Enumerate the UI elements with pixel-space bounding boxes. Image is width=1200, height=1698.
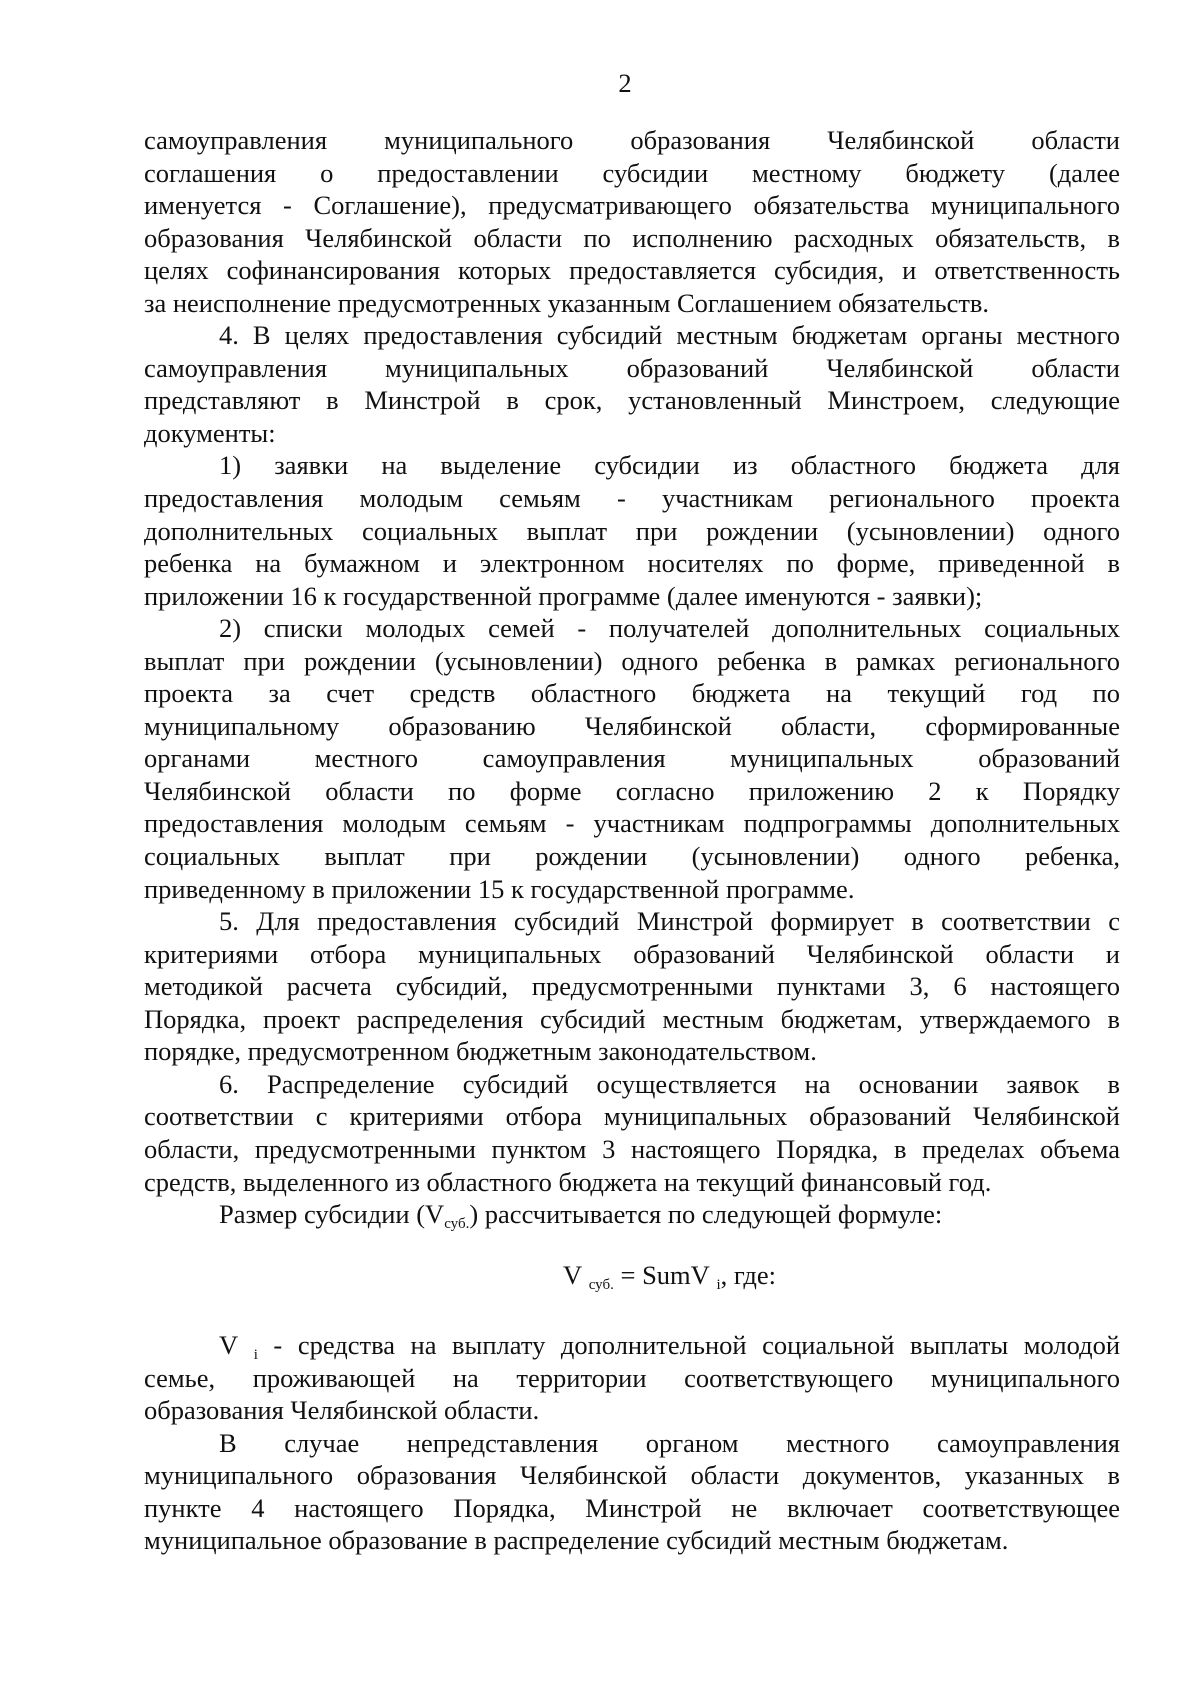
text-line: муниципальному образованию Челябинской области, сформированные: [144, 710, 1120, 741]
subsidy-size-line: [144, 1198, 1120, 1231]
text-line: проекта за счет средств областного бюджета на текущий год по: [144, 678, 1120, 709]
text-line: методикой расчета субсидий, предусмотренными пунктами 3, 6 настоящего: [144, 971, 1120, 1002]
text-line: органами местного самоуправления муниципальных образований: [144, 743, 1120, 774]
text-fragment: ) рассчитывается по следующей формуле:: [469, 1199, 943, 1230]
text-line: образования Челябинской области по исполнению расходных обязательств, в: [144, 222, 1120, 253]
text-line: документы:: [144, 417, 276, 448]
text-line: муниципального образования Челябинской области документов, указанных в: [144, 1460, 1120, 1491]
text-line: социальных выплат при рождении (усыновлении) одного ребенка,: [144, 841, 1120, 872]
text-line: приведенному в приложении 15 к государственной программе.: [144, 873, 855, 904]
formula-text: = SumV: [613, 1259, 710, 1290]
text-line: за неисполнение предусмотренных указанным Соглашением обязательств.: [144, 287, 990, 318]
text-line: образования Челябинской области.: [144, 1395, 540, 1426]
paragraph-continuation: [144, 124, 1120, 319]
text-line: представляют в Минстрой в срок, установленный Минстроем, следующие: [144, 385, 1120, 416]
paragraph-vi-definition: [144, 1329, 1120, 1427]
text-line: пункте 4 настоящего Порядка, Минстрой не включает соответствующее: [144, 1492, 1120, 1523]
text-line: целях софинансирования которых предоставляется субсидия, и ответственность: [144, 255, 1120, 286]
paragraph-item-5: [144, 905, 1120, 1068]
page-number: 2: [618, 68, 632, 98]
subsidy-formula: [144, 1259, 1120, 1292]
text-line: 6. Распределение субсидий осуществляется на основании заявок в: [219, 1068, 1120, 1099]
text-line: области, предусмотренными пунктом 3 настоящего Порядка, в пределах объема: [144, 1133, 1120, 1164]
text-line: Челябинской области по форме согласно приложению 2 к Порядку: [144, 775, 1120, 806]
text-line: [144, 1329, 1120, 1362]
formula-symbol: V: [562, 1259, 583, 1290]
text-fragment: Размер субсидии (V: [219, 1199, 445, 1230]
paragraph-item-4: [144, 319, 1120, 449]
text-line: именуется - Соглашение), предусматривающего обязательства муниципального: [144, 190, 1120, 221]
text-line: предоставления молодым семьям - участникам регионального проекта: [144, 483, 1120, 514]
text-fragment: - средства на выплату дополнительной социальной выплаты молодой: [257, 1330, 1120, 1361]
text-line: самоуправления муниципальных образований Челябинской области: [144, 352, 1120, 383]
text-line: выплат при рождении (усыновлении) одного ребенка в рамках регионального: [144, 645, 1120, 676]
text-line: Порядка, проект распределения субсидий местным бюджетам, утверждаемого в: [144, 1003, 1120, 1034]
text-line: критериями отбора муниципальных образований Челябинской области и: [144, 938, 1120, 969]
text-line: 2) списки молодых семей - получателей дополнительных социальных: [219, 613, 1120, 644]
paragraph-subitem-2: [144, 612, 1120, 905]
text-line: приложении 16 к государственной программе (далее именуются - заявки);: [144, 580, 983, 611]
text-line: соответствии с критериями отбора муниципальных образований Челябинской: [144, 1101, 1120, 1132]
text-line: В случае непредставления органом местного самоуправления: [219, 1427, 1120, 1458]
subscript: i: [253, 1347, 258, 1364]
text-line: самоуправления муниципального образования Челябинской области: [144, 125, 1120, 155]
subscript: i: [716, 1276, 721, 1293]
paragraph-item-6: [144, 1068, 1120, 1198]
paragraph-subitem-1: [144, 449, 1120, 612]
text-line: ребенка на бумажном и электронном носителях по форме, приведенной в: [144, 548, 1120, 579]
document-body: [144, 124, 1120, 1557]
text-line: соглашения о предоставлении субсидии местному бюджету (далее: [144, 157, 1120, 188]
subscript: суб.: [444, 1216, 470, 1233]
text-line: предоставления молодым семьям - участникам подпрограммы дополнительных: [144, 808, 1120, 839]
text-line: средств, выделенного из областного бюджета на текущий финансовый год.: [144, 1166, 992, 1197]
text-line: 4. В целях предоставления субсидий местным бюджетам органы местного: [219, 320, 1120, 351]
text-line: 5. Для предоставления субсидий Минстрой формирует в соответствии с: [219, 906, 1120, 937]
text-line: семье, проживающей на территории соответствующего муниципального: [144, 1362, 1120, 1393]
text-line: дополнительных социальных выплат при рождении (усыновлении) одного: [144, 515, 1120, 546]
formula-text: , где:: [720, 1259, 777, 1290]
text-line: муниципальное образование в распределение субсидий местным бюджетам.: [144, 1525, 1009, 1556]
text-line: порядке, предусмотренном бюджетным законодательством.: [144, 1036, 817, 1067]
text-line: 1) заявки на выделение субсидии из областного бюджета для: [219, 450, 1120, 481]
formula-symbol: V: [219, 1330, 239, 1361]
subscript: суб.: [588, 1276, 614, 1293]
paragraph-final: [144, 1427, 1120, 1557]
